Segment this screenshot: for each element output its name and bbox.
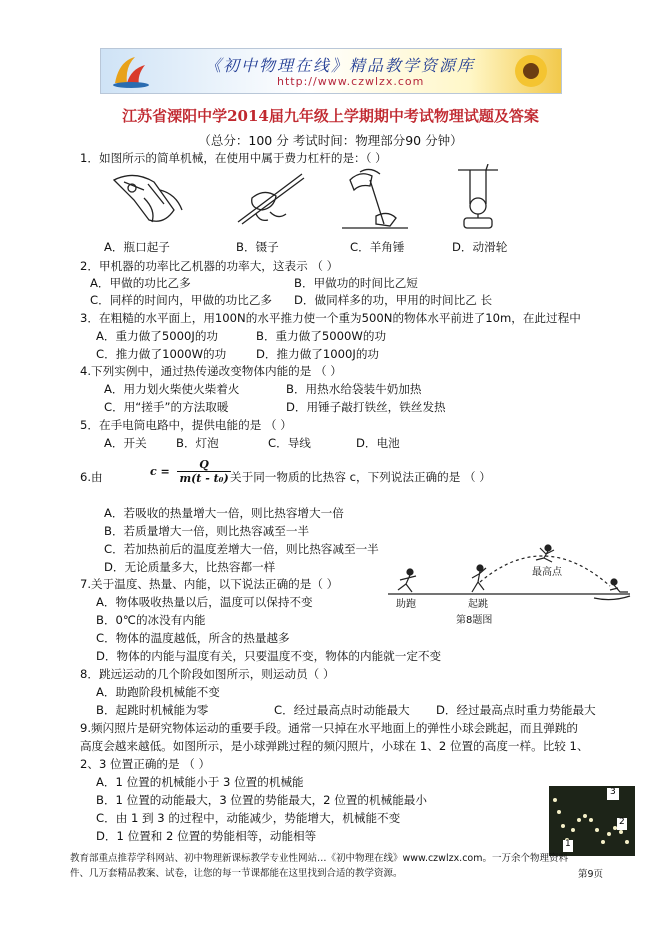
q8-option-d[interactable]: D．经过最高点时重力势能最大 <box>436 703 596 717</box>
q4-stem: 4.下列实例中，通过热传递改变物体内能的是 （ ） <box>80 364 342 378</box>
q1-option-a[interactable]: A．瓶口起子 <box>104 240 170 254</box>
q7-option-c[interactable]: C．物体的温度越低，所含的热量越多 <box>96 631 290 645</box>
bottle-opener-figure <box>104 170 194 230</box>
q6-formula-fraction <box>177 458 230 485</box>
page-title: 江苏省溧阳中学2014届九年级上学期期中考试物理试题及答案 <box>122 107 539 125</box>
q5-option-b[interactable]: B．灯泡 <box>176 436 219 450</box>
q5-stem: 5．在手电筒电路中，提供电能的是 （ ） <box>80 418 292 432</box>
q8-stem: 8．跳远运动的几个阶段如图所示，则运动员（ ） <box>80 667 335 681</box>
q3-option-c[interactable]: C．推力做了1000W的功 <box>96 347 227 361</box>
q9-option-b[interactable]: B．1 位置的动能最大，3 位置的势能最大，2 位置的机械能最小 <box>96 793 427 807</box>
site-banner <box>100 48 562 94</box>
q2-option-b[interactable]: B．甲做功的时间比乙短 <box>294 276 418 290</box>
q9-option-a[interactable]: A．1 位置的机械能小于 3 位置的机械能 <box>96 775 304 789</box>
q6-formula-numerator: Q <box>177 458 230 472</box>
q6-stem: 关于同一物质的比热容 c，下列说法正确的是 （ ） <box>230 470 491 484</box>
long-jump-figure <box>384 538 634 634</box>
q6-option-d[interactable]: D．无论质量多大，比热容都一样 <box>104 560 276 574</box>
page-number: 第9页 <box>578 869 604 880</box>
q6-formula-lhs: c = <box>150 465 170 478</box>
q3-stem: 3．在粗糙的水平面上，用100N的水平推力使一个重为500N的物体水平前进了10m，在此过程中 <box>80 311 581 325</box>
footer-line-1: 教育部重点推荐学科网站、初中物理新课标教学专业性网站…《初中物理在线》www.czwlzx.com。一万余个物理资料 <box>70 853 568 864</box>
q6-option-b[interactable]: B．若质量增大一倍，则比热容减至一半 <box>104 524 310 538</box>
q1-stem: 1．如图所示的简单机械，在使用中属于费力杠杆的是：（ ） <box>80 151 387 165</box>
q7-option-b[interactable]: B．0℃的冰没有内能 <box>96 613 206 627</box>
tweezers-figure <box>230 168 310 228</box>
q2-option-a[interactable]: A．甲做的功比乙多 <box>90 276 191 290</box>
fig9-label-3: 3 <box>610 787 616 797</box>
q8-option-a[interactable]: A．助跑阶段机械能不变 <box>96 685 220 699</box>
q5-option-c[interactable]: C．导线 <box>268 436 311 450</box>
q6-option-a[interactable]: A．若吸收的热量增大一倍，则比热容增大一倍 <box>104 506 344 520</box>
q2-option-c[interactable]: C．同样的时间内，甲做的功比乙多 <box>90 293 273 307</box>
page-subtitle: （总分：100 分 考试时间：物理部分90 分钟） <box>198 133 463 148</box>
claw-hammer-figure <box>340 166 410 230</box>
q2-option-d[interactable]: D．做同样多的功，甲用的时间比乙 长 <box>294 293 493 307</box>
q8-option-c[interactable]: C．经过最高点时动能最大 <box>274 703 410 717</box>
banner-title: 《初中物理在线》精品教学资源库 <box>205 56 476 75</box>
q7-option-a[interactable]: A．物体吸收热量以后，温度可以保持不变 <box>96 595 313 609</box>
q5-option-a[interactable]: A．开关 <box>104 436 147 450</box>
q9-line-3: 2、3 位置正确的是 （ ） <box>80 757 211 771</box>
bouncing-ball-photo <box>549 786 635 856</box>
q3-option-a[interactable]: A．重力做了5000J的功 <box>96 329 219 343</box>
q9-line-1: 9.频闪照片是研究物体运动的重要手段。通常一只掉在水平地面上的弹性小球会跳起，而且弹跳的 <box>80 721 579 735</box>
fig8-caption: 第8题图 <box>456 615 493 626</box>
q6-prefix: 6.由 <box>80 470 103 484</box>
q1-option-c[interactable]: C．羊角锤 <box>350 240 405 254</box>
fig8-label-jump: 起跳 <box>468 599 488 610</box>
banner-url[interactable]: http://www.czwlzx.com <box>277 75 425 88</box>
q5-option-d[interactable]: D．电池 <box>356 436 400 450</box>
q8-option-b[interactable]: B．起跳时机械能为零 <box>96 703 209 717</box>
q4-option-b[interactable]: B．用热水给袋装牛奶加热 <box>286 382 422 396</box>
q9-line-2: 高度会越来越低。如图所示，是小球弹跳过程的频闪照片，小球在 1、2 位置的高度一样。比较 1、 <box>80 739 589 753</box>
q1-option-b[interactable]: B．镊子 <box>236 240 279 254</box>
fig8-label-top: 最高点 <box>532 567 562 578</box>
q6-formula-denominator: m(t - t₀) <box>179 472 229 485</box>
q9-option-d[interactable]: D．1 位置和 2 位置的势能相等，动能相等 <box>96 829 317 843</box>
q7-stem: 7.关于温度、热量、内能，以下说法正确的是（ ） <box>80 577 339 591</box>
q6-formula <box>150 458 231 485</box>
sunflower-icon <box>507 51 555 91</box>
fig9-label-2: 2 <box>619 817 625 827</box>
q3-option-b[interactable]: B．重力做了5000W的功 <box>256 329 387 343</box>
fig9-label-1: 1 <box>565 839 571 849</box>
q3-option-d[interactable]: D．推力做了1000J的功 <box>256 347 380 361</box>
site-logo-icon <box>109 53 153 89</box>
q1-option-d[interactable]: D．动滑轮 <box>452 240 508 254</box>
page-footer <box>70 851 630 881</box>
movable-pulley-figure <box>448 164 508 230</box>
q7-option-d[interactable]: D．物体的内能与温度有关，只要温度不变，物体的内能就一定不变 <box>96 649 442 663</box>
q9-option-c[interactable]: C．由 1 到 3 的过程中，动能减少，势能增大，机械能不变 <box>96 811 401 825</box>
fig8-label-run: 助跑 <box>396 599 416 610</box>
q2-stem: 2．甲机器的功率比乙机器的功率大，这表示 （ ） <box>80 259 339 273</box>
q4-option-a[interactable]: A．用力划火柴使火柴着火 <box>104 382 240 396</box>
q6-option-c[interactable]: C．若加热前后的温度差增大一倍，则比热容减至一半 <box>104 542 379 556</box>
q4-option-c[interactable]: C．用“搓手”的方法取暖 <box>104 400 229 414</box>
q4-option-d[interactable]: D．用锤子敲打铁丝，铁丝发热 <box>286 400 446 414</box>
footer-line-2: 件、几万套精品教案、试卷，让您的每一节课都能在这里找到合适的教学资源。 <box>70 868 403 879</box>
